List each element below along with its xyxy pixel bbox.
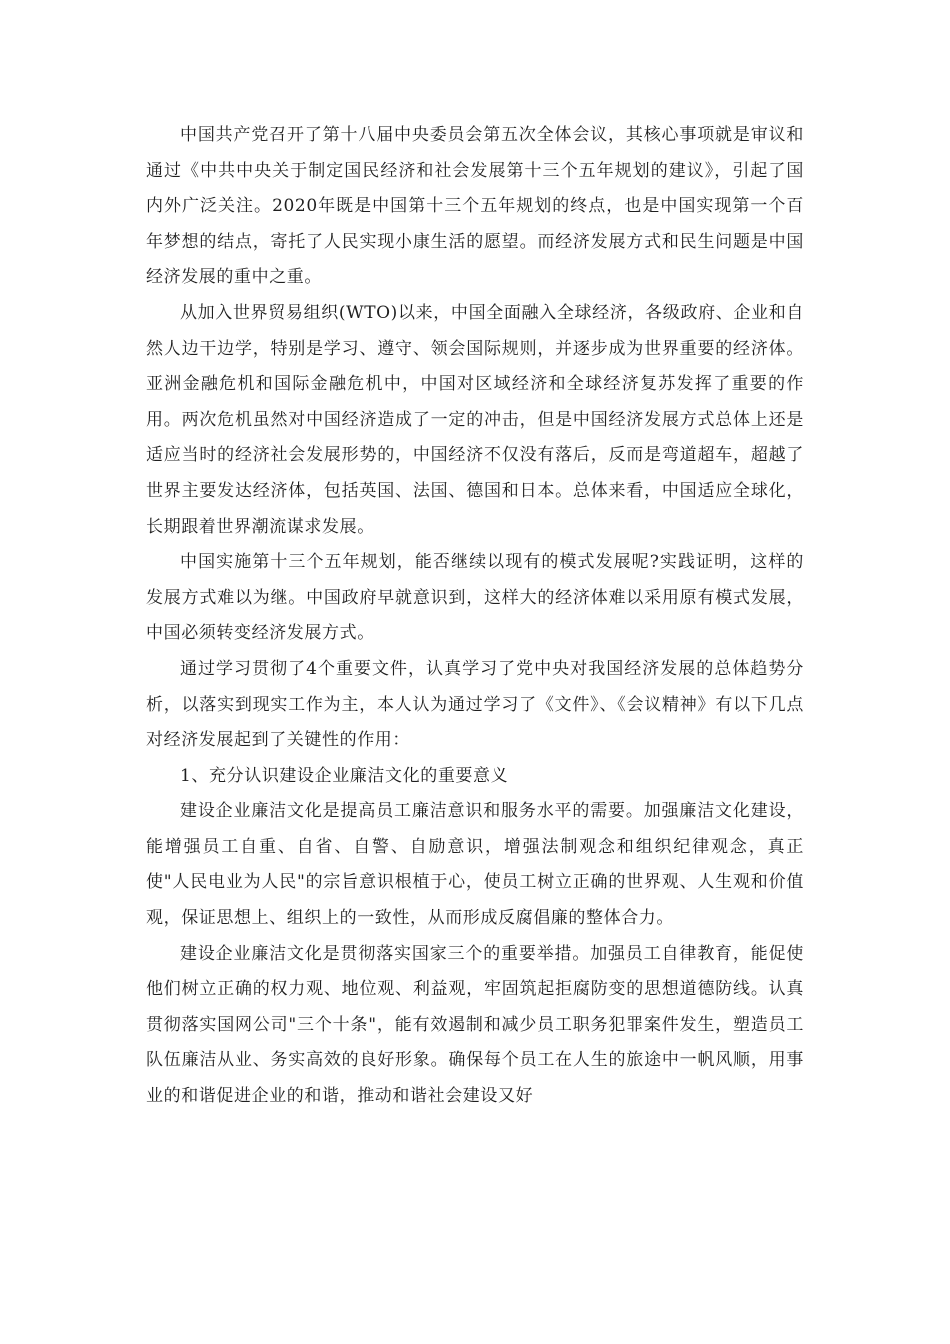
paragraph-5: 建设企业廉洁文化是提高员工廉洁意识和服务水平的需要。加强廉洁文化建设，能增强员工自重、自省、自警、自励意识，增强法制观念和组织纪律观念，真正使"人民电业为人民"的宗旨意识根植于心，使员工树立正确的世界观、人生观和价值观，保证思想上、组织上的一致性，从而形成反腐倡廉的整体合力。 (146, 801, 804, 929)
paragraph-2: 从加入世界贸易组织(WTO)以来，中国全面融入全球经济，各级政府、企业和自然人边干边学，特别是学习、遵守、领会国际规则，并逐步成为世界重要的经济体。亚洲金融危机和国际金融危机中，中国对区域经济和全球经济复苏发挥了重要的作用。两次危机虽然对中国经济造成了一定的冲击，但是中国经济发展方式总体上还是适应当时的经济社会发展形势的，中国经济不仅没有落后，反而是弯道超车，超越了世界主要发达经济体，包括英国、法国、德国和日本。总体来看，中国适应全球化，长期跟着世界潮流谋求发展。 (146, 302, 804, 537)
paragraph-3: 中国实施第十三个五年规划，能否继续以现有的模式发展呢?实践证明，这样的发展方式难以为继。中国政府早就意识到，这样大的经济体难以采用原有模式发展，中国必须转变经济发展方式。 (146, 552, 804, 644)
paragraph-4: 通过学习贯彻了4个重要文件，认真学习了党中央对我国经济发展的总体趋势分析，以落实到现实工作为主，本人认为通过学习了《文件》、《会议精神》有以下几点对经济发展起到了关键性的作用： (146, 658, 804, 751)
paragraph-1: 中国共产党召开了第十八届中央委员会第五次全体会议，其核心事项就是审议和通过《中共中央关于制定国民经济和社会发展第十三个五年规划的建议》，引起了国内外广泛关注。2020年既是中国第十三个五年规划的终点，也是中国实现第一个百年梦想的结点，寄托了人民实现小康生活的愿望。而经济发展方式和民生问题是中国经济发展的重中之重。 (146, 125, 804, 288)
paragraph-6: 建设企业廉洁文化是贯彻落实国家三个的重要举措。加强员工自律教育，能促使他们树立正确的权力观、地位观、利益观，牢固筑起拒腐防变的思想道德防线。认真贯彻落实国网公司"三个十条"，能有效遏制和减少员工职务犯罪案件发生，塑造员工队伍廉洁从业、务实高效的良好形象。确保每个员工在人生的旅途中一帆风顺，用事业的和谐促进企业的和谐，推动和谐社会建设又好 (146, 943, 804, 1107)
section-heading-1: 1、充分认识建设企业廉洁文化的重要意义 (180, 765, 509, 786)
document-body (146, 118, 804, 1115)
